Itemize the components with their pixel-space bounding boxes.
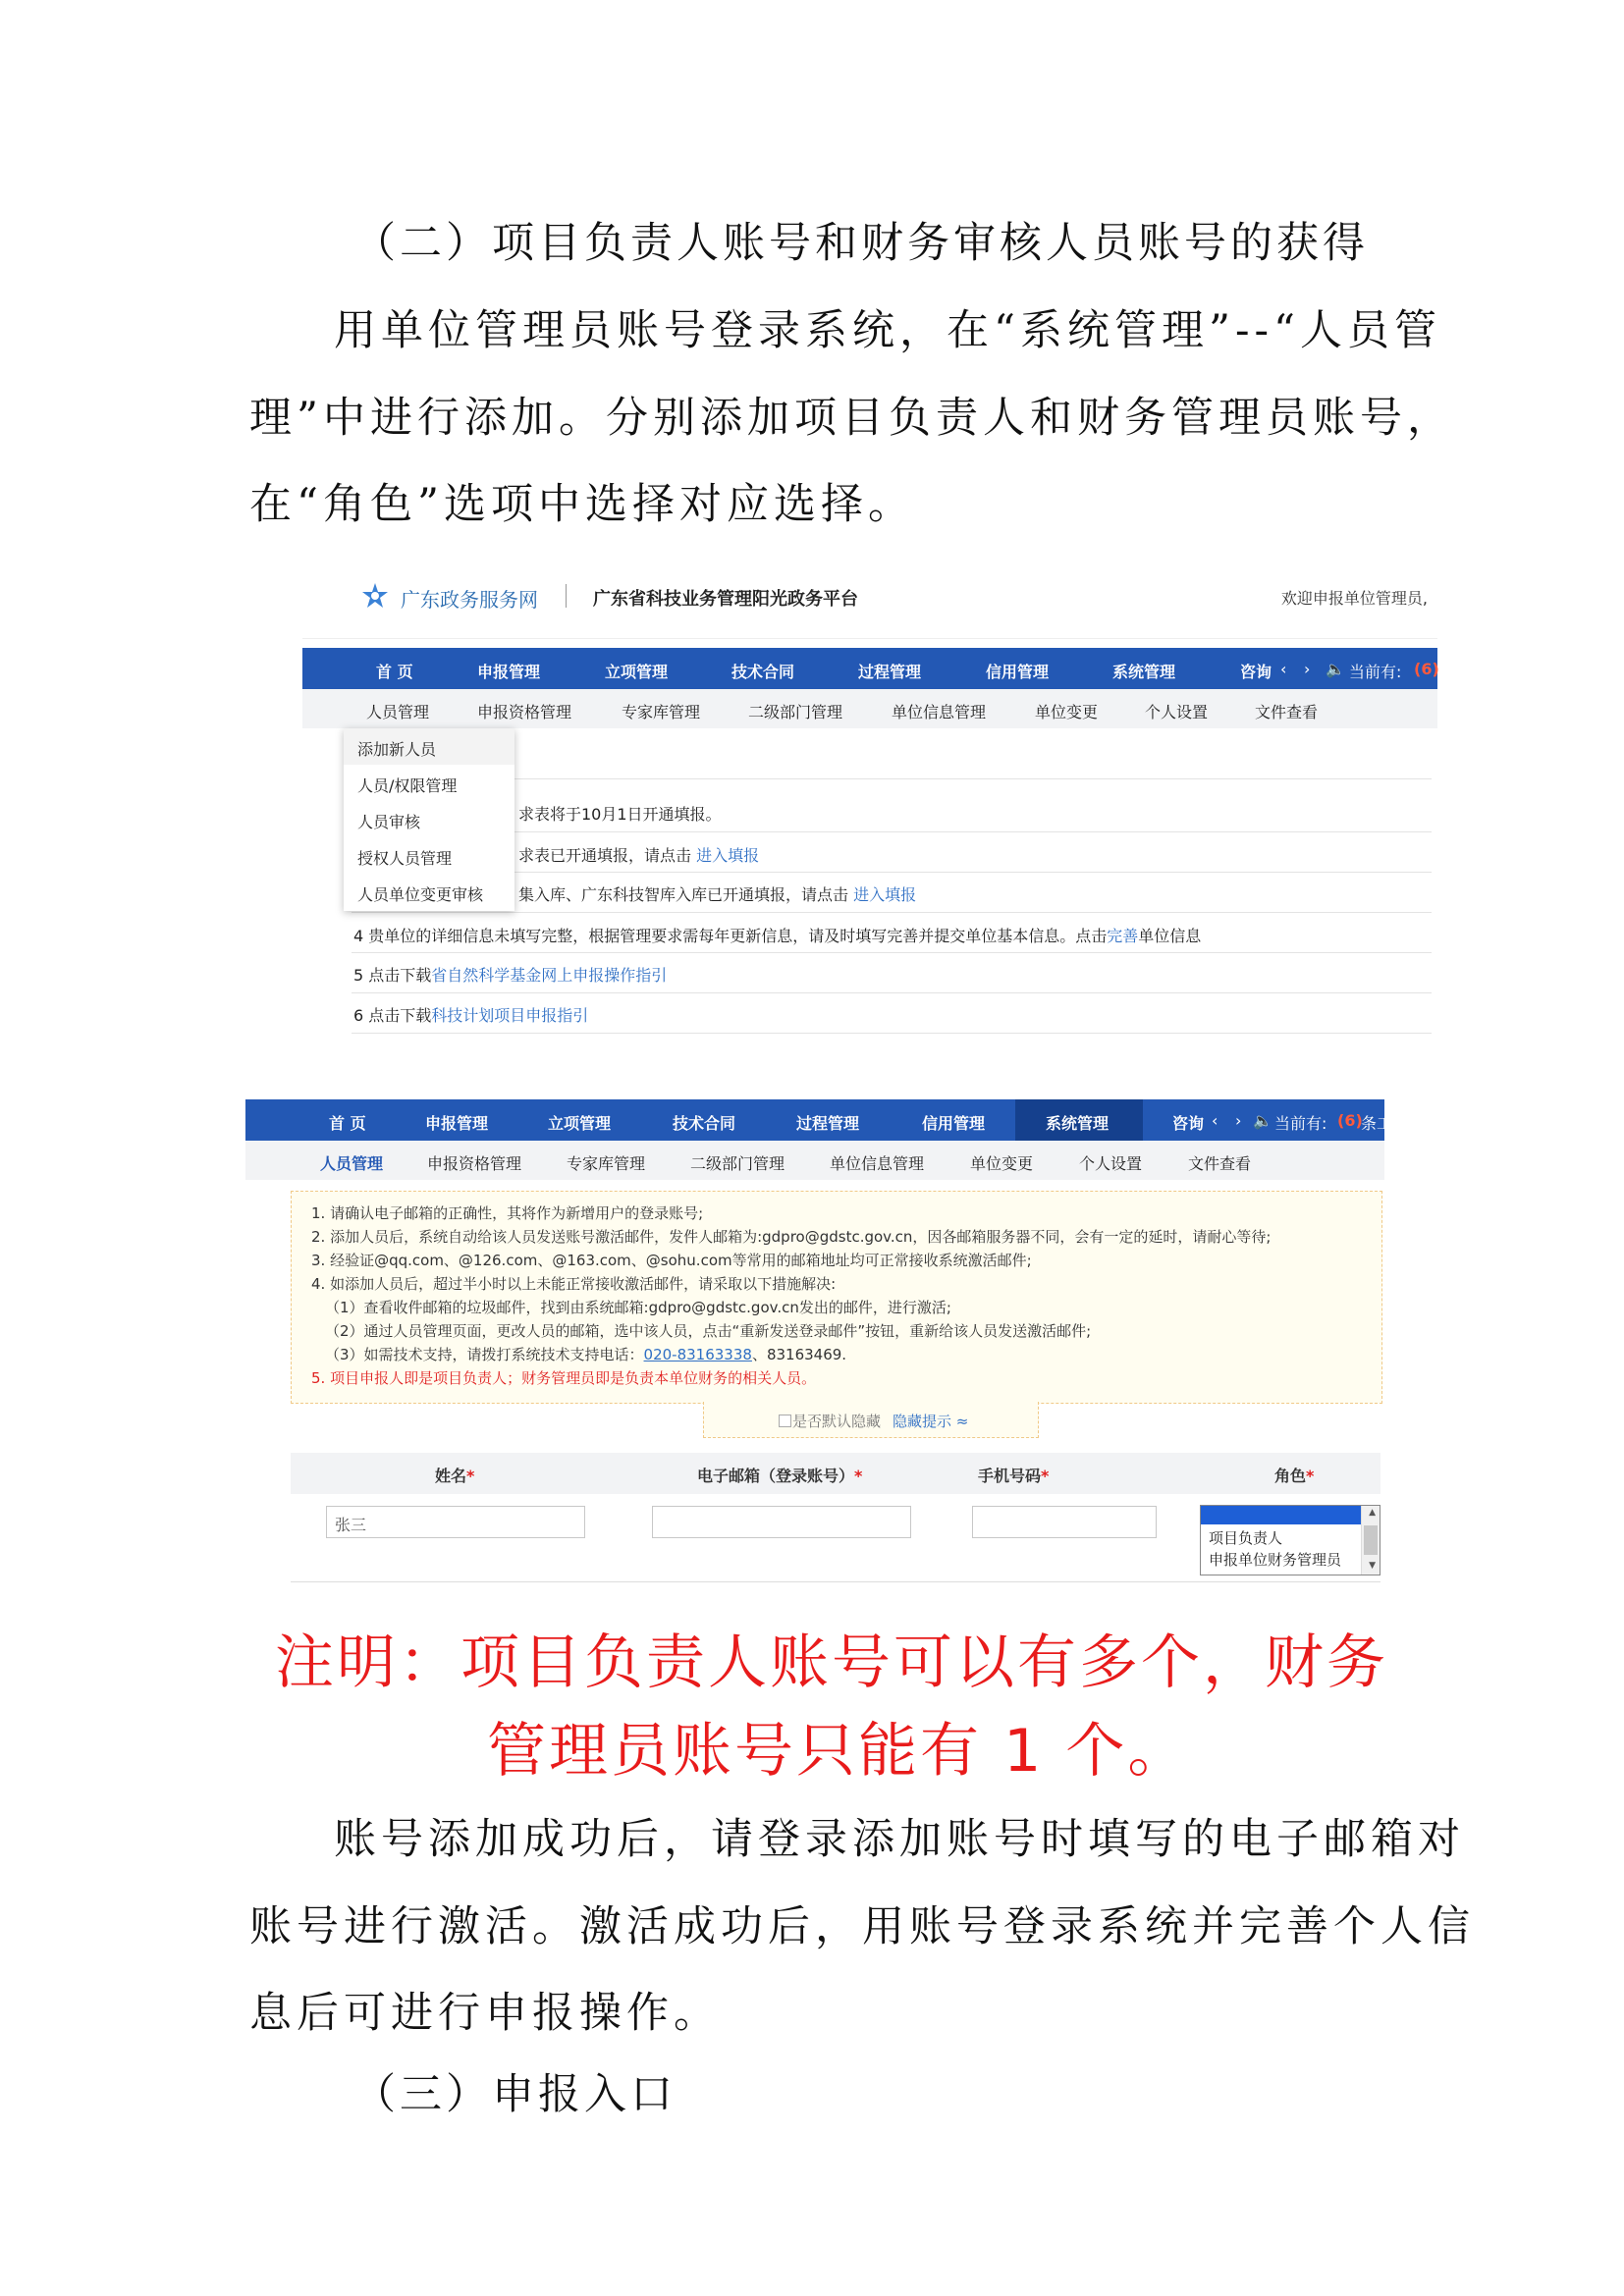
subnav-files[interactable]: 文件查看 — [1188, 1154, 1252, 1173]
notice-4 — [353, 924, 1201, 946]
subnav-department[interactable]: 二级部门管理 — [748, 703, 843, 721]
notice-6-link[interactable]: 科技计划项目申报指引 — [431, 1006, 589, 1025]
notice-2-text: 求表已开通填报，请点击 — [518, 846, 692, 865]
nav-prev-icon[interactable]: ‹ — [1280, 660, 1287, 678]
sub-nav — [245, 1141, 1384, 1180]
role-option-finance[interactable]: 申报单位财务管理员 — [1209, 1551, 1342, 1569]
current-count-label: 当前有: — [1349, 663, 1402, 681]
notice-2-link[interactable]: 进入填报 — [696, 846, 760, 865]
nav-contract[interactable]: 技术合同 — [673, 1114, 736, 1133]
subnav-expert[interactable]: 专家库管理 — [567, 1154, 646, 1173]
notice-5 — [353, 963, 667, 986]
main-nav — [245, 1099, 1393, 1141]
notice-4-link[interactable]: 完善 — [1107, 927, 1139, 945]
note-line-2: 管理员账号只能有 1 个。 — [487, 1717, 1190, 1786]
tip-4-3 — [325, 1344, 846, 1364]
nav-contract[interactable]: 技术合同 — [731, 663, 795, 681]
portal-name[interactable]: 广东政务服务网 — [401, 588, 538, 612]
nav-system[interactable]: 系统管理 — [1112, 663, 1176, 681]
tips-box — [291, 1191, 1382, 1404]
nav-project[interactable]: 立项管理 — [605, 663, 669, 681]
nav-home[interactable]: 首 页 — [329, 1114, 366, 1133]
notice-4-tail: 单位信息 — [1138, 927, 1202, 945]
tip-1: 1. 请确认电子邮箱的正确性，其将作为新增用户的登录账号; — [311, 1204, 704, 1222]
notice-2 — [518, 843, 759, 866]
current-count[interactable]: (6) — [1337, 1111, 1363, 1130]
subnav-expert[interactable]: 专家库管理 — [622, 703, 701, 721]
nav-project[interactable]: 立项管理 — [548, 1114, 612, 1133]
current-count[interactable]: (6) — [1414, 660, 1439, 678]
nav-system[interactable]: 系统管理 — [1046, 1114, 1110, 1133]
divider — [352, 912, 1432, 913]
divider — [291, 1581, 1380, 1582]
speaker-icon: 🔈 — [1253, 1111, 1272, 1130]
subnav-personal[interactable]: 个人设置 — [1079, 1154, 1143, 1173]
phone-input[interactable] — [972, 1506, 1157, 1538]
personnel-dropdown — [344, 728, 514, 911]
notice-3-link[interactable]: 进入填报 — [853, 885, 917, 904]
subnav-personnel[interactable]: 人员管理 — [366, 703, 430, 721]
nav-application[interactable]: 申报管理 — [477, 663, 541, 681]
role-option-blank[interactable] — [1201, 1506, 1361, 1524]
hide-default-label: 是否默认隐藏 — [792, 1413, 882, 1430]
nav-prev-icon[interactable]: ‹ — [1212, 1111, 1218, 1130]
subnav-unit-info[interactable]: 单位信息管理 — [830, 1154, 925, 1173]
header-divider — [566, 584, 567, 608]
email-input[interactable] — [652, 1506, 911, 1538]
subnav-unit-change[interactable]: 单位变更 — [970, 1154, 1034, 1173]
name-input[interactable]: 张三 — [326, 1506, 585, 1538]
subnav-files[interactable]: 文件查看 — [1255, 703, 1319, 721]
current-count-tail: 条工 — [1361, 1114, 1393, 1133]
tip-phone-link[interactable]: 020-83163338 — [643, 1346, 752, 1363]
outro-line-3: 息后可进行申报操作。 — [249, 1989, 721, 2038]
subnav-unit-change[interactable]: 单位变更 — [1035, 703, 1099, 721]
main-nav — [302, 648, 1437, 689]
nav-process[interactable]: 过程管理 — [796, 1114, 860, 1133]
nav-credit[interactable]: 信用管理 — [922, 1114, 986, 1133]
menu-unit-change-review[interactable]: 人员单位变更审核 — [357, 885, 484, 904]
sub-nav — [302, 689, 1437, 728]
form-header — [291, 1453, 1380, 1494]
scroll-thumb[interactable] — [1364, 1525, 1378, 1555]
subnav-personnel[interactable]: 人员管理 — [320, 1154, 384, 1173]
outro-line-2: 账号进行激活。激活成功后，用账号登录系统并完善个人信 — [249, 1902, 1475, 1951]
notice-1: 求表将于10月1日开通填报。 — [518, 805, 722, 824]
notice-6-text: 6 点击下载 — [353, 1006, 432, 1025]
col-phone: 手机号码* — [978, 1467, 1050, 1485]
menu-authorized[interactable]: 授权人员管理 — [357, 849, 453, 868]
tip-5: 5. 项目申报人即是项目负责人；财务管理员即是负责本单位财务的相关人员。 — [311, 1369, 817, 1387]
notice-3-text: 集入库、广东科技智库入库已开通填报，请点击 — [518, 885, 849, 904]
nav-consult[interactable]: 咨询 — [1172, 1114, 1205, 1133]
nav-credit[interactable]: 信用管理 — [986, 663, 1050, 681]
current-count-label: 当前有: — [1274, 1114, 1327, 1133]
notice-5-link[interactable]: 省自然科学基金网上申报操作指引 — [431, 966, 668, 985]
col-role: 角色* — [1274, 1467, 1315, 1485]
menu-permission[interactable]: 人员/权限管理 — [357, 776, 458, 795]
notice-4-text: 4 贵单位的详细信息未填写完整，根据管理要求需每年更新信息，请及时填写完善并提交单位基本信息。点击 — [353, 927, 1108, 945]
nav-application[interactable]: 申报管理 — [425, 1114, 489, 1133]
tip-phone-suffix: 、83163469. — [751, 1346, 847, 1363]
section-3-heading: （三）申报入口 — [353, 2070, 677, 2119]
subnav-personal[interactable]: 个人设置 — [1145, 703, 1209, 721]
divider — [352, 1033, 1432, 1034]
subnav-qualification[interactable]: 申报资格管理 — [477, 703, 572, 721]
tip-2: 2. 添加人员后，系统自动给该人员发送账号激活邮件，发件人邮箱为:gdpro@gdstc.gov.cn，因各邮箱服务器不同，会有一定的延时，请耐心等待; — [311, 1228, 1272, 1246]
outro-line-1: 账号添加成功后，请登录添加账号时填写的电子邮箱对 — [334, 1815, 1465, 1864]
nav-home[interactable]: 首 页 — [376, 663, 413, 681]
menu-review[interactable]: 人员审核 — [357, 813, 421, 831]
tip-4-2: （2）通过人员管理页面，更改人员的邮箱，选中该人员，点击“重新发送登录邮件”按钮，重新给该人员发送激活邮件; — [325, 1322, 1092, 1340]
section-heading: （二）项目负责人账号和财务审核人员账号的获得 — [353, 219, 1369, 268]
nav-next-icon[interactable]: › — [1235, 1111, 1242, 1130]
screenshot-add-person-form — [245, 1099, 1393, 1590]
col-name: 姓名* — [435, 1467, 475, 1485]
screenshot-personnel-menu — [302, 555, 1437, 1070]
hide-tips-tab — [703, 1402, 1039, 1438]
intro-line-3: 在“角色”选项中选择对应选择。 — [249, 480, 915, 529]
tip-phone-prefix: （3）如需技术支持，请拨打系统技术支持电话： — [325, 1346, 644, 1363]
divider — [352, 952, 1432, 953]
subnav-unit-info[interactable]: 单位信息管理 — [892, 703, 987, 721]
menu-add-person[interactable]: 添加新人员 — [357, 740, 437, 759]
divider — [352, 992, 1432, 993]
scroll-down-icon[interactable]: ▼ — [1369, 1561, 1376, 1571]
tip-3: 3. 经验证@qq.com、@126.com、@163.com、@sohu.com等常用的邮箱地址均可正常接收系统激活邮件; — [311, 1252, 1032, 1269]
notice-3 — [518, 882, 916, 905]
subnav-department[interactable]: 二级部门管理 — [690, 1154, 785, 1173]
role-scrollbar[interactable] — [1361, 1506, 1380, 1575]
notice-6 — [353, 1003, 588, 1026]
col-email: 电子邮箱（登录账号）* — [697, 1467, 863, 1485]
notice-5-text: 5 点击下载 — [353, 966, 432, 985]
platform-name: 广东省科技业务管理阳光政务平台 — [593, 589, 858, 610]
welcome-text: 欢迎申报单位管理员, — [1280, 589, 1428, 608]
role-option-leader[interactable]: 项目负责人 — [1209, 1529, 1283, 1547]
speaker-icon: 🔈 — [1326, 660, 1345, 678]
portal-logo-icon — [361, 582, 389, 610]
intro-line-2: 理”中进行添加。分别添加项目负责人和财务管理员账号， — [249, 394, 1454, 443]
hide-default-checkbox[interactable] — [779, 1415, 791, 1427]
hide-tips-link[interactable]: 隐藏提示 ≈ — [893, 1413, 969, 1430]
role-select[interactable] — [1200, 1505, 1380, 1575]
intro-line-1: 用单位管理员账号登录系统，在“系统管理”--“人员管 — [334, 306, 1442, 355]
note-line-1: 注明：项目负责人账号可以有多个，财务 — [275, 1629, 1388, 1697]
nav-process[interactable]: 过程管理 — [858, 663, 922, 681]
portal-header — [302, 555, 1437, 639]
nav-next-icon[interactable]: › — [1304, 660, 1311, 678]
tip-4: 4. 如添加人员后，超过半小时以上未能正常接收激活邮件，请采取以下措施解决: — [311, 1275, 837, 1293]
nav-consult[interactable]: 咨询 — [1240, 663, 1272, 681]
scroll-up-icon[interactable]: ▲ — [1369, 1508, 1376, 1518]
subnav-qualification[interactable]: 申报资格管理 — [427, 1154, 522, 1173]
tip-4-1: （1）查看收件邮箱的垃圾邮件，找到由系统邮箱:gdpro@gdstc.gov.cn发出的邮件，进行激活; — [325, 1299, 951, 1316]
